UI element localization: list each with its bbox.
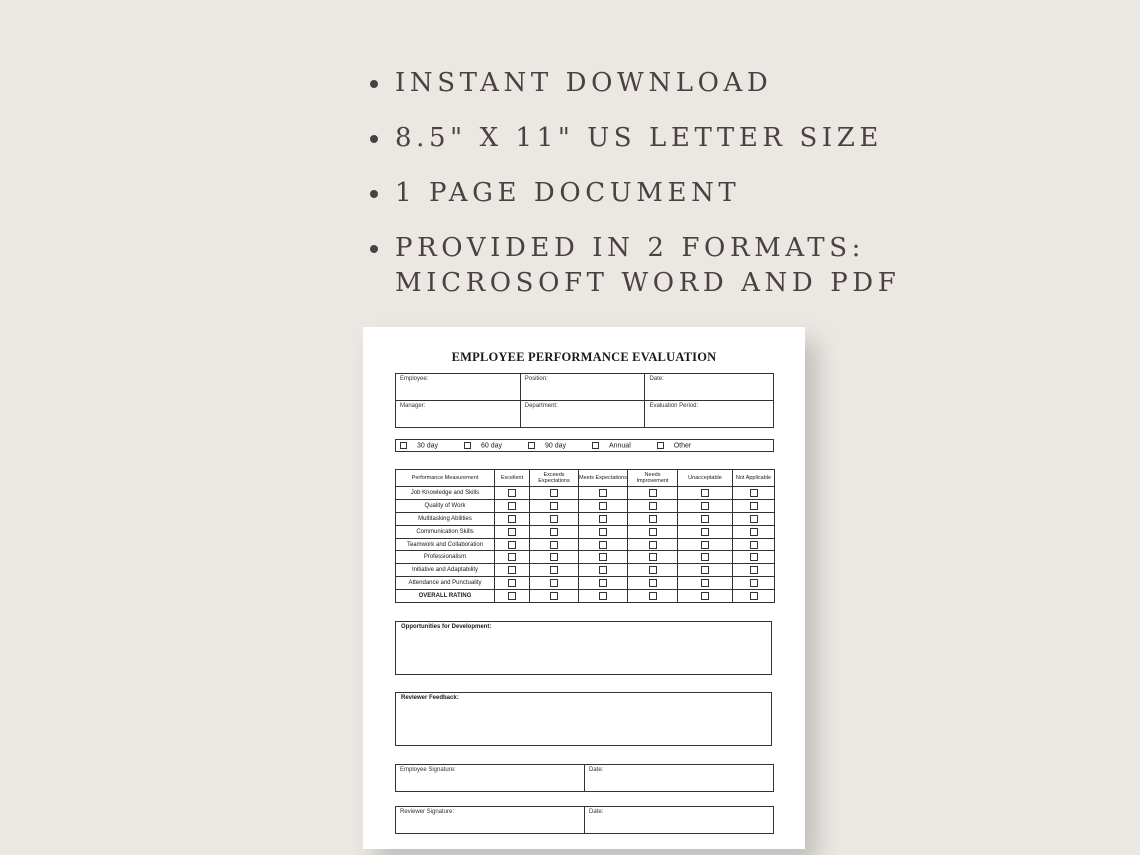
rating-cell [628,538,678,551]
rating-checkbox[interactable] [649,528,657,536]
rating-cell [678,512,733,525]
rating-cell [678,590,733,603]
criterion-label: Multitasking Abilities [396,512,495,525]
employee-signature-table [395,764,774,792]
rating-checkbox[interactable] [701,566,709,574]
bullet-dot [370,190,378,198]
rating-cell [530,499,579,512]
table-row [396,487,775,500]
table-row [396,538,775,551]
rating-checkbox[interactable] [750,566,758,574]
rating-checkbox[interactable] [649,515,657,523]
review-type-option [528,442,566,449]
feature-item [370,66,900,101]
reviewer-signature-table [395,806,774,834]
rating-checkbox[interactable] [701,489,709,497]
rating-checkbox[interactable] [508,528,516,536]
criterion-label: Teamwork and Collaboration [396,538,495,551]
employee-signature-label: Employee Signature: [396,765,585,792]
rating-checkbox[interactable] [599,553,607,561]
review-type-options [396,440,774,452]
header-meets-expectations: Meets Expectations [579,470,628,487]
rating-checkbox[interactable] [508,592,516,600]
rating-cell [495,525,530,538]
rating-checkbox[interactable] [750,515,758,523]
rating-cell [579,487,628,500]
rating-checkbox[interactable] [599,579,607,587]
rating-cell [579,538,628,551]
rating-cell [628,564,678,577]
table-row [396,564,775,577]
rating-checkbox[interactable] [649,566,657,574]
feature-list [370,66,900,321]
feature-item [370,176,900,211]
rating-checkbox[interactable] [750,489,758,497]
rating-checkbox[interactable] [750,502,758,510]
form-title: EMPLOYEE PERFORMANCE EVALUATION [451,350,717,364]
date-field-label: Date: [645,374,774,401]
rating-checkbox[interactable] [550,489,558,497]
rating-cell [678,487,733,500]
review-type-option [592,442,631,449]
rating-cell [628,590,678,603]
feature-text-line-2: MICROSOFT WORD AND PDF [395,268,901,298]
reviewer-signature-label: Reviewer Signature: [396,807,585,834]
rating-cell [628,512,678,525]
rating-cell [678,525,733,538]
rating-cell [530,487,579,500]
rating-cell [628,577,678,590]
employee-info-table [395,373,774,428]
rating-checkbox[interactable] [599,528,607,536]
review-type-label: 90 day [544,442,566,450]
rating-checkbox[interactable] [649,592,657,600]
rating-checkbox[interactable] [701,528,709,536]
rating-cell [628,487,678,500]
rating-checkbox[interactable] [649,579,657,587]
table-row [396,512,775,525]
header-needs-improvement: Needs Improvement [628,470,678,487]
table-row [396,525,775,538]
rating-checkbox[interactable] [550,528,558,536]
rating-cell [579,564,628,577]
header-not-applicable: Not Applicable [733,470,775,487]
rating-cell [495,551,530,564]
rating-cell [530,551,579,564]
rating-checkbox[interactable] [599,489,607,497]
rating-checkbox[interactable] [750,579,758,587]
table-row [396,499,775,512]
rating-cell [495,499,530,512]
rating-checkbox[interactable] [701,515,709,523]
review-type-label: Annual [608,442,631,450]
department-field-label: Department: [520,401,645,428]
checkbox-icon [400,442,407,449]
rating-cell [495,487,530,500]
header-performance-measurement: Performance Measurement [396,470,495,487]
rating-checkbox[interactable] [508,541,516,549]
development-label: Opportunities for Development: [401,624,492,630]
rating-checkbox[interactable] [599,592,607,600]
rating-cell [733,538,775,551]
review-type-label: 60 day [480,442,503,450]
rating-checkbox[interactable] [599,566,607,574]
checkbox-icon [464,442,471,449]
criterion-label: Quality of Work [396,499,495,512]
criterion-label: OVERALL RATING [396,590,495,603]
rating-checkbox[interactable] [508,553,516,561]
rating-cell [733,487,775,500]
checkbox-icon [592,442,599,449]
rating-cell [530,564,579,577]
rating-cell [579,512,628,525]
checkbox-icon [657,442,664,449]
evaluation-period-field-label: Evaluation Period: [645,401,774,428]
rating-cell [628,499,678,512]
rating-cell [733,590,775,603]
rating-checkbox[interactable] [649,489,657,497]
bullet-dot [370,135,378,143]
rating-cell [628,525,678,538]
rating-cell [678,538,733,551]
rating-checkbox[interactable] [550,579,558,587]
bullet-dot [370,245,378,253]
rating-checkbox[interactable] [649,502,657,510]
header-excellent: Excellent [495,470,530,487]
reviewer-signature-date-label: Date: [585,807,774,834]
rating-cell [733,512,775,525]
rating-cell [678,551,733,564]
rating-checkbox[interactable] [508,502,516,510]
rating-cell [733,551,775,564]
rating-checkbox[interactable] [550,566,558,574]
rating-checkbox[interactable] [750,592,758,600]
feature-text: 8.5" X 11" US LETTER SIZE [395,123,884,153]
feature-item [370,231,900,301]
feedback-box [395,692,772,746]
rating-cell [495,590,530,603]
document-preview [363,327,805,849]
criterion-label: Initiative and Adaptability [396,564,495,577]
manager-field-label: Manager: [396,401,521,428]
rating-checkbox[interactable] [508,515,516,523]
rating-cell [628,551,678,564]
rating-checkbox[interactable] [599,541,607,549]
rating-cell [495,577,530,590]
rating-cell [733,564,775,577]
table-row [396,577,775,590]
review-type-label: Other [673,442,692,450]
rating-checkbox[interactable] [550,541,558,549]
rating-cell [495,538,530,551]
rating-cell [530,525,579,538]
rating-checkbox[interactable] [599,502,607,510]
rating-cell [579,551,628,564]
rating-cell [530,538,579,551]
review-type-option [400,442,438,449]
rating-checkbox[interactable] [508,579,516,587]
rating-checkbox[interactable] [701,541,709,549]
feature-text: INSTANT DOWNLOAD [395,68,773,98]
rating-checkbox[interactable] [550,592,558,600]
rating-checkbox[interactable] [701,553,709,561]
rating-cell [733,577,775,590]
rating-checkbox[interactable] [550,553,558,561]
rating-cell [579,525,628,538]
criterion-label: Attendance and Punctuality [396,577,495,590]
rating-cell [678,499,733,512]
development-box [395,621,772,675]
review-type-option [464,442,502,449]
position-field-label: Position: [520,374,645,401]
rating-cell [530,512,579,525]
employee-signature-date-label: Date: [585,765,774,792]
rating-checkbox[interactable] [649,541,657,549]
rating-cell [733,525,775,538]
rating-checkbox[interactable] [508,566,516,574]
header-unacceptable: Unacceptable [678,470,733,487]
performance-rating-table [395,469,775,603]
table-row [396,551,775,564]
rating-cell [579,499,628,512]
checkbox-icon [528,442,535,449]
rating-rows [396,487,775,603]
rating-checkbox[interactable] [599,515,607,523]
rating-cell [530,577,579,590]
header-exceeds-expectations: Exceeds Expectations [530,470,579,487]
rating-checkbox[interactable] [508,489,516,497]
criterion-label: Professionalism [396,551,495,564]
rating-cell [579,590,628,603]
bullet-dot [370,80,378,88]
feedback-label: Reviewer Feedback: [401,695,459,701]
rating-cell [678,577,733,590]
rating-checkbox[interactable] [701,502,709,510]
review-type-label: 30 day [417,442,439,450]
feature-text: PROVIDED IN 2 FORMATS: [395,233,866,263]
feature-item [370,121,900,156]
rating-cell [495,564,530,577]
rating-checkbox[interactable] [750,553,758,561]
feature-text: 1 PAGE DOCUMENT [395,178,741,208]
rating-checkbox[interactable] [550,502,558,510]
rating-cell [530,590,579,603]
rating-checkbox[interactable] [750,528,758,536]
table-row [396,590,775,603]
rating-checkbox[interactable] [701,592,709,600]
rating-cell [579,577,628,590]
rating-checkbox[interactable] [701,579,709,587]
rating-cell [733,499,775,512]
rating-checkbox[interactable] [750,541,758,549]
rating-cell [678,564,733,577]
criterion-label: Job Knowledge and Skills [396,487,495,500]
rating-checkbox[interactable] [649,553,657,561]
rating-checkbox[interactable] [550,515,558,523]
review-type-row [395,439,774,452]
criterion-label: Communication Skills [396,525,495,538]
rating-cell [495,512,530,525]
employee-field-label: Employee: [396,374,521,401]
review-type-option [657,442,692,449]
